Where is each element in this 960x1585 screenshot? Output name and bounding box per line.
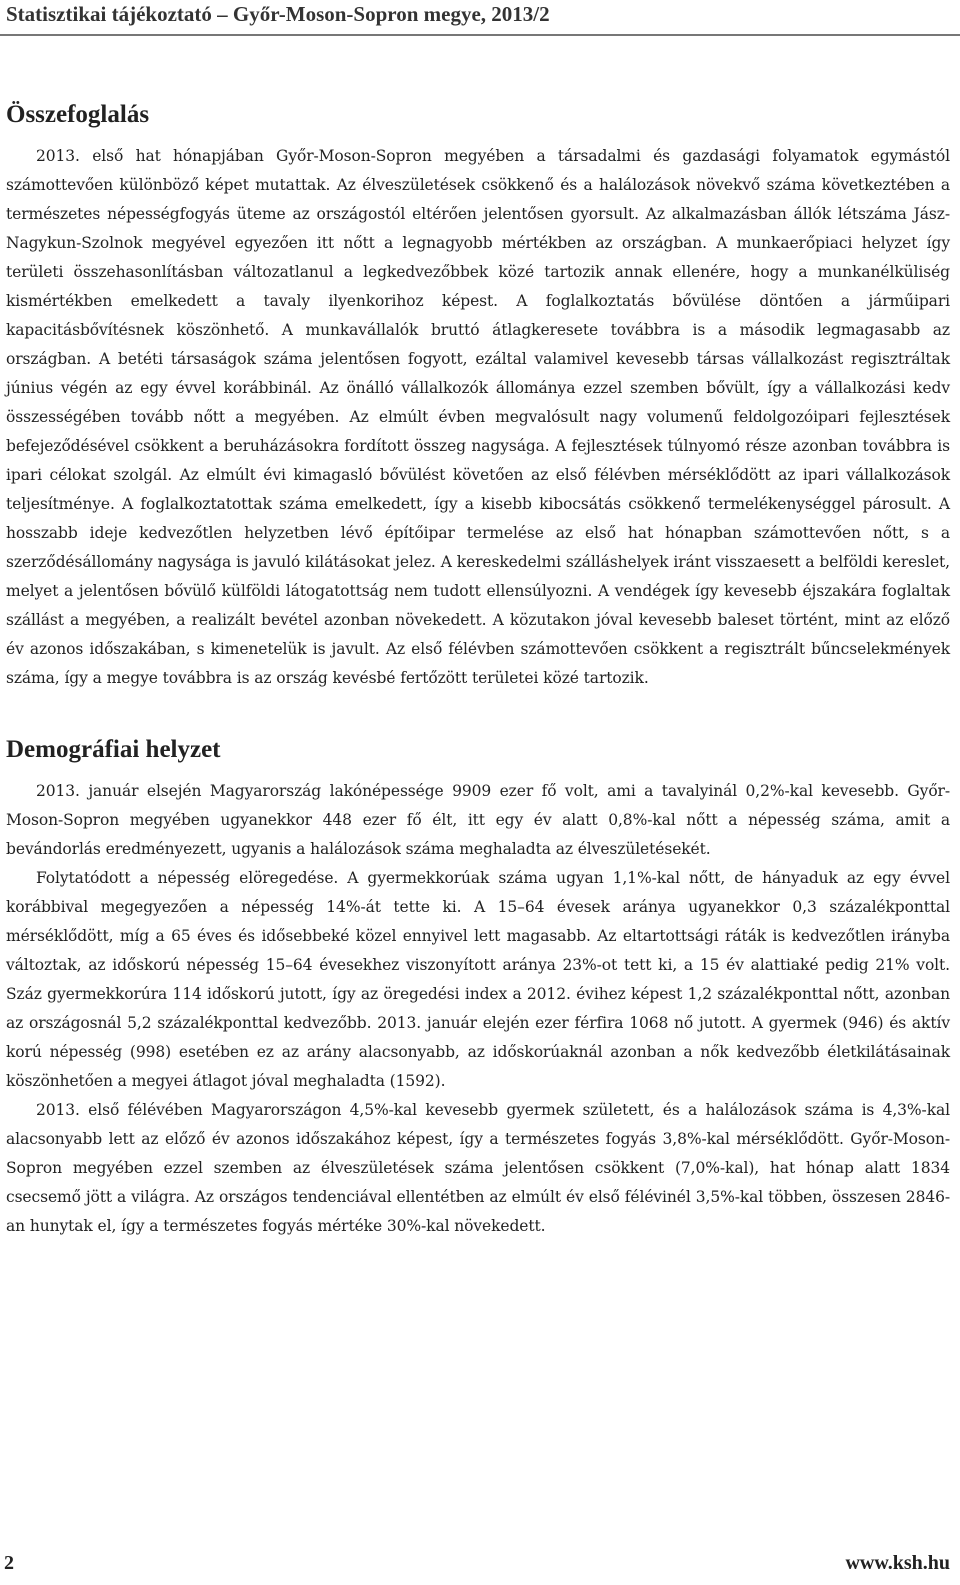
footer-link[interactable]: www.ksh.hu: [845, 1552, 950, 1574]
paragraph: Folytatódott a népesség elöregedése. A gyermekkorúak száma ugyan 1,1%-kal nőtt, de hányaduk az egy évvel korábbival megegyezően a népesség 14%-át tette ki. A 15–64 évesek aránya ugyanekkor 0,3 százalékponttal mérséklődött, míg a 65 éves és idősebbeké közel ennyivel lett magasabb. Az eltartottsági ráták is kedvezőtlen irányba változtak, az időskorú népesség 15–64 évesekhez viszonyított aránya 23%-ot tett ki, a 15 év alattiaké pedig 21% volt. Száz gyermekkorúra 114 időskorú jutott, így az öregedési index a 2012. évihez képest 1,2 százalékponttal nőtt, azonban az országosnál 5,2 százalékponttal kedvezőbb. 2013. január elején ezer férfira 1068 nő jutott. A gyermek (946) és aktív korú népesség (998) esetében ez az arány alacsonyabb, az időskorúaknál azonban a nők kedvezőbb életkilátásainak köszönhetően a megyei átlagot jóval meghaladta (1592).: [6, 869, 950, 1090]
page-header: [0, 0, 960, 36]
paragraph: 2013. első hat hónapjában Győr-Moson-Sopron megyében a társadalmi és gazdasági folyamatok egymástól számottevően különböző képet mutattak. Az élveszületések csökkenő és a halálozások növekvő száma következtében a természetes népességfogyás üteme az országostól eltérően jelentősen gyorsult. Az alkalmazásban állók létszáma Jász-Nagykun-Szolnok megyével egyezően itt nőtt a legnagyobb mértékben az országban. A munkaerőpiaci helyzet így területi összehasonlításban változatlanul a legkedvezőbbek közé tartozik annak ellenére, hogy a munkanélküliség kismértékben emelkedett a tavaly ilyenkorihoz képest. A foglalkoztatás bővülése döntően a járműipari kapacitásbővítésnek köszönhető. A munkavállalók bruttó átlagkeresete továbbra is a második legmagasabb az országban. A betéti társaságok száma jelentősen fogyott, ezáltal valamivel kevesebb társas vállalkozást regisztráltak június végén az egy évvel korábbinál. Az önálló vállalkozók állománya ezzel szemben bővült, így a vállalkozási kedv összességében tovább nőtt a megyében. Az elmúlt évben megvalósult nagy volumenű feldolgozóipari fejlesztések befejeződésével csökkent a beruházásokra fordított összeg nagysága. A fejlesztések túlnyomó része azonban továbbra is ipari célokat szolgál. Az elmúlt évi kimagasló bővülést követően az első félévben mérséklődött az ipari vállalkozások teljesítménye. A foglalkoztatottak száma emelkedett, így a kisebb kibocsátás csökkenő termelékenységgel párosult. A hosszabb ideje kedvezőtlen helyzetben lévő építőipar termelése az első hat hónapban számottevően nőtt, s a szerződésállomány nagysága is javuló kilátásokat jelez. A kereskedelmi szálláshelyek iránt visszaesett a belföldi kereslet, melyet a jelentősen bővülő külföldi látogatottság nem tudott ellensúlyozni. A vendégek így kevesebb éjszakára foglaltak szállást a megyében, a realizált bevétel azonban növekedett. A közutakon jóval kevesebb baleset történt, mint az előző év azonos időszakában, s kimenetelük is javult. Az első félévben számottevően csökkent a regisztrált bűncselekmények száma, így a megye továbbra is az ország kevésbé fertőzött területei közé tartozik.: [6, 147, 950, 687]
header-title: Statisztikai tájékoztató – Győr-Moson-Sopron megye, 2013/2: [6, 2, 550, 26]
section-title-demografiai-helyzet: Demográfiai helyzet: [6, 736, 221, 763]
paragraph: 2013. január elsején Magyarország lakónépessége 9909 ezer fő volt, ami a tavalyinál 0,2%-kal kevesebb. Győr-Moson-Sopron megyében ugyanekkor 448 ezer fő élt, itt egy év alatt 0,8%-kal nőtt a népesség száma, amit a bevándorlás eredményezett, ugyanis a halálozások száma meghaladta az élveszületésekét.: [6, 782, 950, 858]
document-body: [6, 92, 950, 1241]
paragraph: 2013. első félévében Magyarországon 4,5%-kal kevesebb gyermek született, és a halálozások száma is 4,3%-kal alacsonyabb lett az előző év azonos időszakához képest, így a természetes fogyás 3,8%-kal mérséklődött. Győr-Moson-Sopron megyében ezzel szemben az élveszületések száma jelentősen csökkent (7,0%-kal), hat hónap alatt 1834 csecsemő jött a világra. Az országos tendenciával ellentétben az elmúlt év első félévinél 3,5%-kal többen, összesen 2846-an hunytak el, így a természetes fogyás mértéke 30%-kal növekedett.: [6, 1101, 950, 1235]
page-number: 2: [4, 1552, 14, 1574]
section-title-osszefoglalas: Összefoglalás: [6, 101, 150, 128]
